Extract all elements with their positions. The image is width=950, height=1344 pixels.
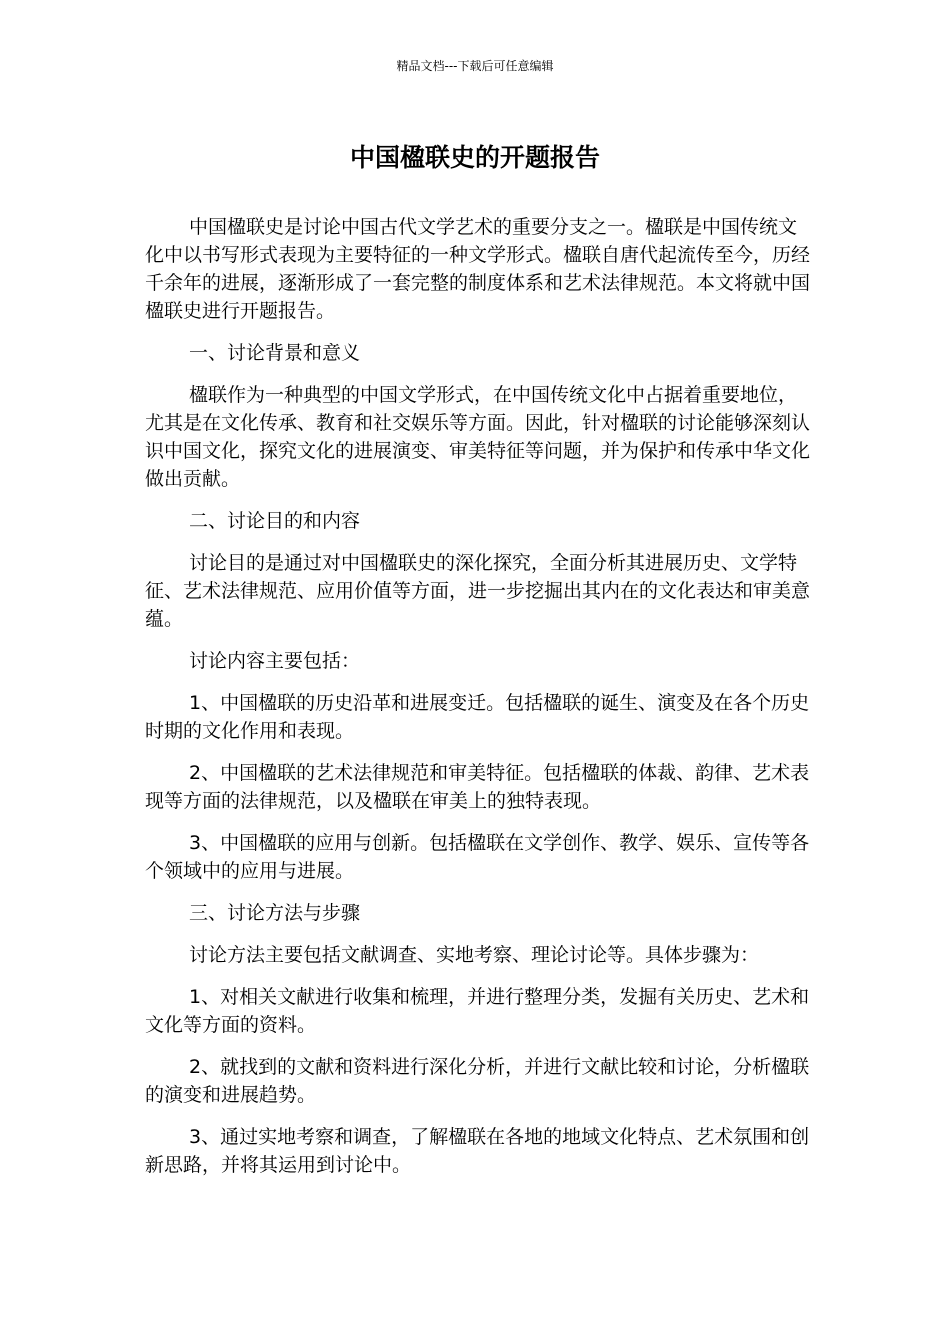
method-step-2: 2、就找到的文献和资料进行深化分析，并进行文献比较和讨论，分析楹联的演变和进展趋势。 [145,1056,810,1106]
content-intro: 讨论内容主要包括： [189,650,361,672]
section-heading-methods: 三、讨论方法与步骤 [189,902,361,924]
content-item-1: 1、中国楹联的历史沿革和进展变迁。包括楹联的诞生、演变及在各个历史时期的文化作用和表现。 [145,692,810,742]
background-paragraph: 楹联作为一种典型的中国文学形式，在中国传统文化中占据着重要地位，尤其是在文化传承、教育和社交娱乐等方面。因此，针对楹联的讨论能够深刻认识中国文化，探究文化的进展演变、审美特征等问题，并为保护和传承中华文化做出贡献。 [145,384,811,490]
content-item-3: 3、中国楹联的应用与创新。包括楹联在文学创作、教学、娱乐、宣传等各个领域中的应用与进展。 [145,832,810,882]
page-header: 精品文档---下载后可任意编辑 [396,59,554,73]
intro-paragraph: 中国楹联史是讨论中国古代文学艺术的重要分支之一。楹联是中国传统文化中以书写形式表现为主要特征的一种文学形式。楹联自唐代起流传至今，历经千余年的进展，逐渐形成了一套完整的制度体系和艺术法律规范。本文将就中国楹联史进行开题报告。 [145,216,811,322]
section-heading-background: 一、讨论背景和意义 [189,342,361,364]
method-step-3: 3、通过实地考察和调查，了解楹联在各地的地域文化特点、艺术氛围和创新思路，并将其运用到讨论中。 [145,1126,810,1176]
document-body [145,213,810,1193]
content-item-2: 2、中国楹联的艺术法律规范和审美特征。包括楹联的体裁、韵律、艺术表现等方面的法律规范，以及楹联在审美上的独特表现。 [145,762,810,812]
methods-intro: 讨论方法主要包括文献调查、实地考察、理论讨论等。具体步骤为： [189,944,760,966]
method-step-1: 1、对相关文献进行收集和梳理，并进行整理分类，发掘有关历史、艺术和文化等方面的资料。 [145,986,810,1036]
document-title: 中国楹联史的开题报告 [349,143,600,172]
section-heading-purpose: 二、讨论目的和内容 [189,510,361,532]
purpose-paragraph: 讨论目的是通过对中国楹联史的深化探究，全面分析其进展历史、文学特征、艺术法律规范、应用价值等方面，进一步挖掘出其内在的文化表达和审美意蕴。 [145,552,811,630]
